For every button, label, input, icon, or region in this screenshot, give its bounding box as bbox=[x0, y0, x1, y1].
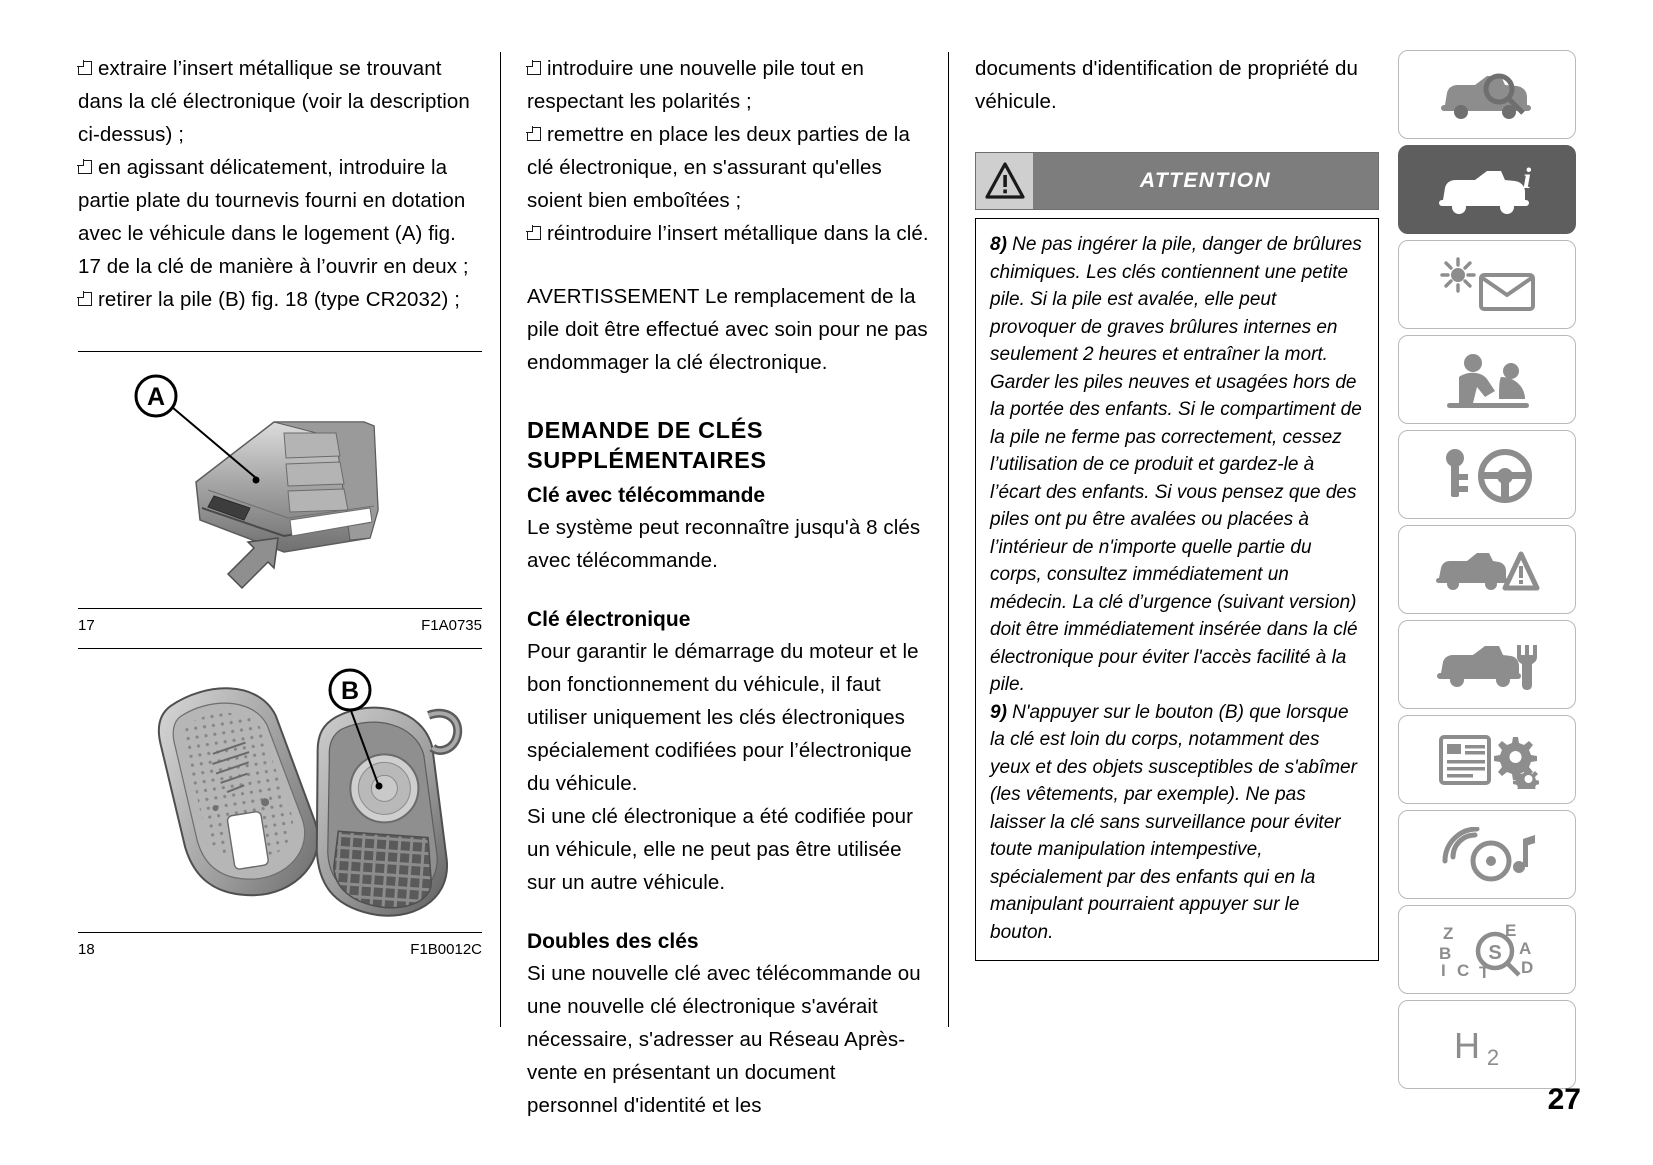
sidebar-item-airbag-passenger[interactable] bbox=[1398, 335, 1576, 424]
subsection-text-electronic-key: Pour garantir le démarrage du moteur et le bon fonctionnement du véhicule, il faut utiliser uniquement les clés électroniques spécialement codifiées pour l’électronique du véhicule. bbox=[527, 640, 919, 795]
attention-item bbox=[990, 231, 1364, 699]
bullet-text: retirer la pile (B) fig. 18 (type CR2032) ; bbox=[98, 288, 461, 311]
bullet-text: en agissant délicatement, introduire la partie plate du tournevis fourni en dotation avec le véhicule dans le logement (A) fig. 17 de la clé de manière à l’ouvrir en deux ; bbox=[78, 156, 469, 278]
attention-header bbox=[975, 152, 1379, 210]
key-fob-screwdriver-slot-illustration bbox=[78, 360, 482, 608]
car-search-icon bbox=[1435, 67, 1539, 123]
alphabetical-index-icon bbox=[1433, 921, 1541, 979]
sidebar-item-index[interactable] bbox=[1398, 905, 1576, 994]
sidebar-item-emergency[interactable] bbox=[1398, 525, 1576, 614]
bullet-text: introduire une nouvelle pile tout en respectant les polarités ; bbox=[527, 57, 865, 113]
figure-18-caption bbox=[78, 940, 482, 960]
bullet-text: remettre en place les deux parties de la clé électronique, en s'assurant qu'elles soient bien emboîtées ; bbox=[527, 123, 910, 212]
airbag-passenger-icon bbox=[1437, 351, 1537, 409]
figure-18 bbox=[78, 658, 482, 931]
svg-text:A: A bbox=[1519, 938, 1532, 958]
bullet-text: réintroduire l’insert métallique dans la clé. bbox=[547, 222, 929, 245]
subsection-title-duplicate-keys: Doubles des clés bbox=[527, 930, 699, 953]
warning-triangle-icon bbox=[975, 152, 1033, 210]
key-fob-battery-illustration bbox=[78, 658, 482, 926]
subsection-text-electronic-key-2: Si une clé électronique a été codifiée pour un véhicule, elle ne peut pas être utilisée sur un autre véhicule. bbox=[527, 805, 914, 894]
figure-number: 17 bbox=[78, 617, 95, 634]
figure-code: F1B0012C bbox=[410, 941, 482, 958]
figure-17-bottom-rule bbox=[78, 608, 482, 609]
figure-code: F1A0735 bbox=[421, 617, 482, 634]
attention-title: ATTENTION bbox=[1033, 152, 1379, 210]
square-bullet-icon bbox=[527, 226, 540, 239]
sidebar-item-maintenance[interactable] bbox=[1398, 620, 1576, 709]
svg-text:Z: Z bbox=[1443, 923, 1454, 943]
attention-item-text: Ne pas ingérer la pile, danger de brûlures chimiques. Les clés contiennent une petite pile. Si la pile est avalée, elle peut provoquer de graves brûlures internes en seulement 2 heures et entraîner la mort. Garder les piles neuves et usagées hors de la portée des enfants. Si le compartiment de la pile ne ferme pas correctement, cessez l’utilisation de ce produit et gardez-le à l’écart des enfants. Si vous pensez que des piles ont pu être avalées ou placées à l’intérieur de n'importe quelle partie du corps, consultez immédiatement un médecin. La clé d’urgence (suivant version) doit être immédiatement insérée dans la clé électronique pour éviter l'accès facilité à la pile. bbox=[990, 234, 1362, 695]
subsection-title-remote-key: Clé avec télécommande bbox=[527, 484, 766, 507]
svg-text:E: E bbox=[1505, 920, 1517, 940]
column-divider-2 bbox=[948, 52, 949, 1027]
bullet-item bbox=[78, 283, 482, 316]
figure-17-caption bbox=[78, 616, 482, 636]
sidebar-item-warning-lights[interactable] bbox=[1398, 240, 1576, 329]
sidebar-item-key-steering[interactable] bbox=[1398, 430, 1576, 519]
car-info-icon bbox=[1435, 162, 1539, 218]
svg-text:H: H bbox=[1454, 1024, 1480, 1066]
attention-item bbox=[990, 699, 1364, 947]
figure-17-top-rule bbox=[78, 351, 482, 352]
square-bullet-icon bbox=[527, 61, 540, 74]
svg-text:A: A bbox=[146, 383, 166, 411]
figure-number: 18 bbox=[78, 941, 95, 958]
attention-item-number: 9) bbox=[990, 701, 1007, 723]
sidebar-item-multimedia[interactable] bbox=[1398, 810, 1576, 899]
attention-item-number: 8) bbox=[990, 234, 1007, 255]
bullet-item bbox=[527, 118, 931, 217]
svg-text:D: D bbox=[1521, 957, 1534, 977]
svg-text:S: S bbox=[1488, 941, 1502, 964]
svg-text:C: C bbox=[1457, 960, 1470, 979]
attention-item-text: N'appuyer sur le bouton (B) que lorsque la clé est loin du corps, notamment des yeux et des objets susceptibles de s'abîmer (les vêtements, par exemple). Ne pas laisser la clé sans surveillance pour éviter toute manipulation intempestive, spécialement par des enfants qui en la manipulant pourraient appuyer sur le bouton. bbox=[990, 701, 1357, 943]
figure-18-top-rule bbox=[78, 648, 482, 649]
svg-text:I: I bbox=[1441, 960, 1446, 979]
sidebar-item-car-info[interactable] bbox=[1398, 145, 1576, 234]
continuation-paragraph: documents d'identification de propriété du véhicule. bbox=[975, 57, 1359, 113]
square-bullet-icon bbox=[527, 127, 540, 140]
figure-18-bottom-rule bbox=[78, 932, 482, 933]
bullet-text: extraire l’insert métallique se trouvant dans la clé électronique (voir la description ci-dessus) ; bbox=[78, 57, 470, 146]
chapter-icon-rail bbox=[1398, 50, 1576, 1095]
technical-specifications-icon bbox=[1435, 731, 1539, 789]
dashboard-warning-lights-icon bbox=[1433, 257, 1541, 313]
bullet-item bbox=[527, 52, 931, 118]
hydrogen-icon bbox=[1447, 1020, 1527, 1070]
column-1 bbox=[78, 52, 482, 316]
subsection-text-duplicate-keys: Si une nouvelle clé avec télécommande ou une nouvelle clé électronique s'avérait nécessaire, s'adresser au Réseau Après-vente en présentant un document personnel d'identité et les bbox=[527, 962, 921, 1117]
warning-paragraph: AVERTISSEMENT Le remplacement de la pile doit être effectué avec soin pour ne pas endommager la clé électronique. bbox=[527, 285, 928, 374]
sidebar-item-technical-specs[interactable] bbox=[1398, 715, 1576, 804]
bullet-item bbox=[78, 151, 482, 283]
svg-text:B: B bbox=[340, 677, 360, 705]
emergency-breakdown-icon bbox=[1433, 542, 1541, 598]
car-maintenance-icon bbox=[1433, 637, 1541, 693]
column-3 bbox=[975, 52, 1379, 961]
square-bullet-icon bbox=[78, 292, 91, 305]
square-bullet-icon bbox=[78, 160, 91, 173]
column-divider-1 bbox=[500, 52, 501, 1027]
figure-17 bbox=[78, 360, 482, 613]
svg-text:B: B bbox=[1439, 943, 1452, 963]
attention-body bbox=[975, 218, 1379, 961]
bullet-item bbox=[78, 52, 482, 151]
subsection-title-electronic-key: Clé électronique bbox=[527, 608, 691, 631]
bullet-item bbox=[527, 217, 931, 250]
page-number: 27 bbox=[1547, 1083, 1581, 1116]
key-steering-wheel-icon bbox=[1435, 446, 1539, 504]
multimedia-icon bbox=[1437, 827, 1537, 883]
subsection-text-remote-key: Le système peut reconnaître jusqu'à 8 clés avec télécommande. bbox=[527, 516, 921, 572]
section-heading: DEMANDE DE CLÉS SUPPLÉMENTAIRES bbox=[527, 417, 767, 473]
square-bullet-icon bbox=[78, 61, 91, 74]
svg-text:2: 2 bbox=[1486, 1044, 1500, 1070]
svg-text:i: i bbox=[1522, 161, 1532, 195]
sidebar-item-hydrogen[interactable] bbox=[1398, 1000, 1576, 1089]
svg-text:T: T bbox=[1479, 962, 1490, 979]
sidebar-item-car-search[interactable] bbox=[1398, 50, 1576, 139]
column-2 bbox=[527, 52, 931, 1122]
